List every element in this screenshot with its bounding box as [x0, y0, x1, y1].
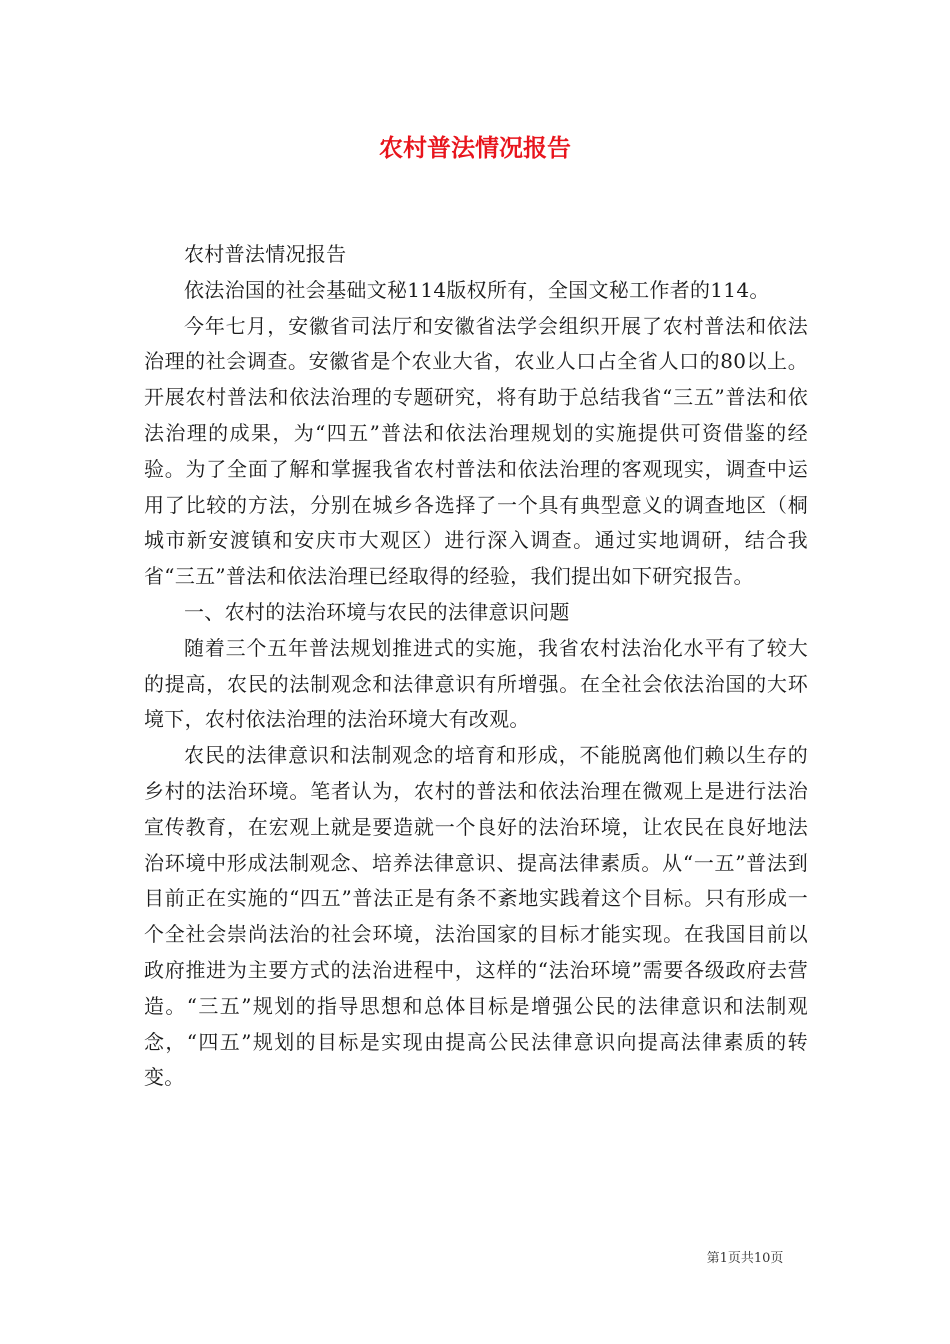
document-body [144, 237, 808, 1096]
page-number: 第1页共10页 [706, 1251, 784, 1266]
paragraph-background: 今年七月，安徽省司法厅和安徽省法学会组织开展了农村普法和依法治理的社会调查。安徽省是个农业大省，农业人口占全省人口的80以上。开展农村普法和依法治理的专题研究，将有助于总结我省“三五”普法和依法治理的成果，为“四五”普法和依法治理规划的实施提供可资借鉴的经验。为了全面了解和掌握我省农村普法和依法治理的客观现实，调查中运用了比较的方法，分别在城乡各选择了一个具有典型意义的调查地区（桐城市新安渡镇和安庆市大观区）进行深入调查。通过实地调研，结合我省“三五”普法和依法治理已经取得的经验，我们提出如下研究报告。 [144, 313, 808, 589]
paragraph-intro: 依法治国的社会基础文秘114版权所有，全国文秘工作者的114。 [184, 277, 770, 302]
document-title: 农村普法情况报告 [379, 133, 571, 162]
paragraph-subtitle: 农村普法情况报告 [184, 242, 347, 266]
paragraph-progress: 随着三个五年普法规划推进式的实施，我省农村法治化水平有了较大的提高，农民的法制观念和法律意识有所增强。在全社会依法治国的大环境下，农村依法治理的法治环境大有改观。 [144, 635, 808, 732]
paragraph-environment: 农民的法律意识和法制观念的培育和形成，不能脱离他们赖以生存的乡村的法治环境。笔者认为，农村的普法和依法治理在微观上是进行法治宣传教育，在宏观上就是要造就一个良好的法治环境，让农民在良好地法治环境中形成法制观念、培养法律意识、提高法律素质。从“一五”普法到目前正在实施的“四五”普法正是有条不紊地实践着这个目标。只有形成一个全社会崇尚法治的社会环境，法治国家的目标才能实现。在我国目前以政府推进为主要方式的法治进程中，这样的“法治环境”需要各级政府去营造。“三五”规划的指导思想和总体目标是增强公民的法律意识和法制观念，“四五”规划的目标是实现由提高公民法律意识向提高法律素质的转变。 [144, 743, 808, 1090]
section-heading: 一、农村的法治环境与农民的法律意识问题 [184, 599, 570, 624]
